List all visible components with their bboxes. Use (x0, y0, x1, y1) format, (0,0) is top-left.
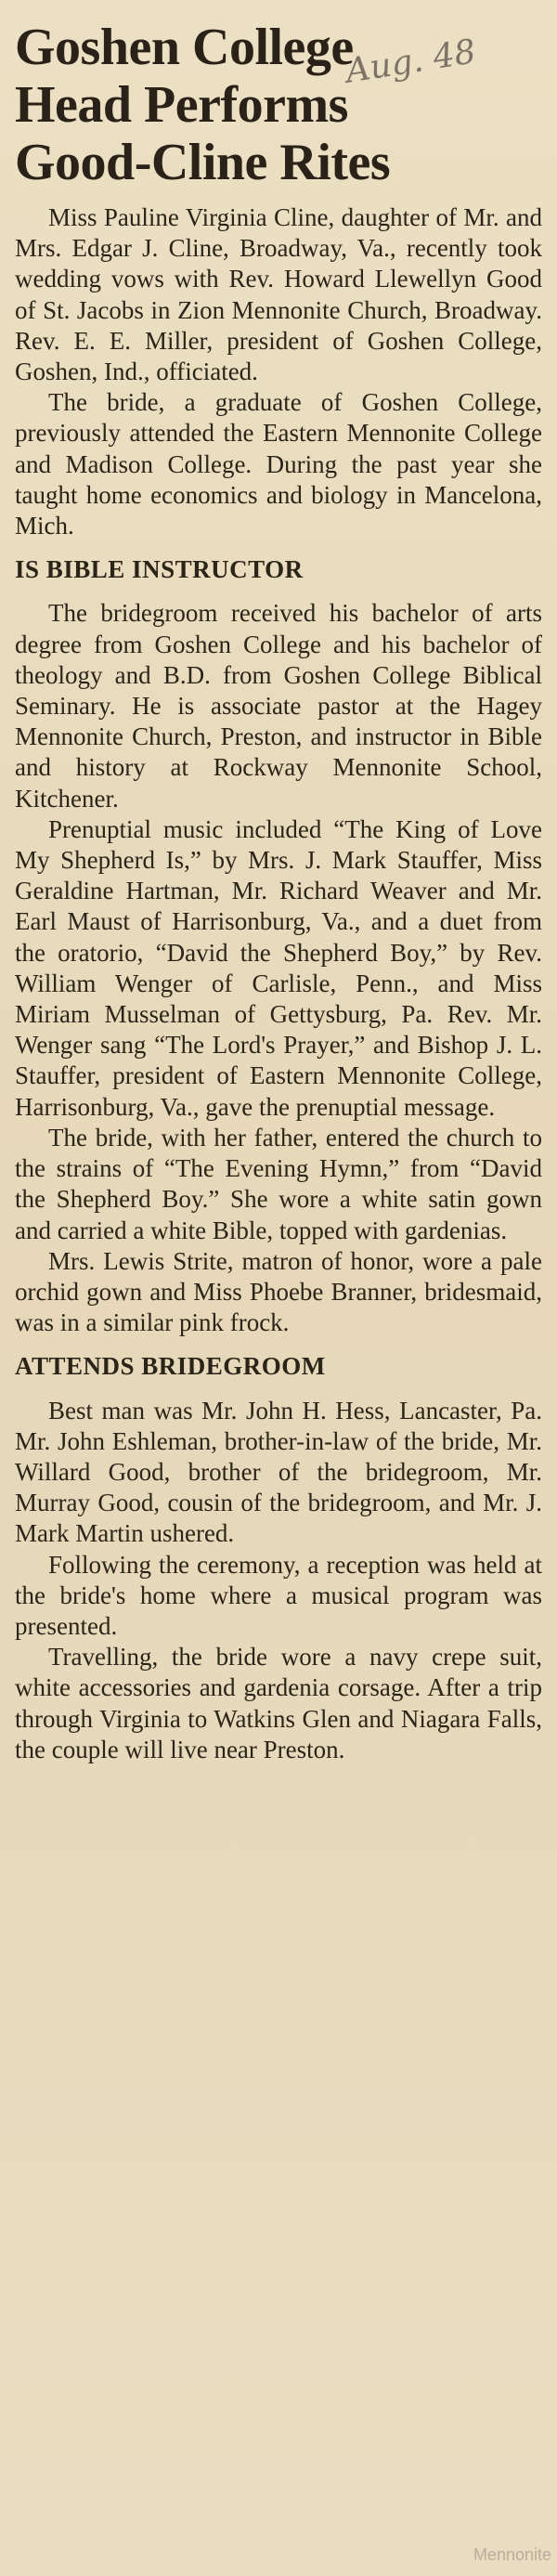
paragraph: Miss Pauline Virginia Cline, daughter of Mr. and Mrs. Edgar J. Cline, Broadway, Va., recently took wedding vows with Rev. Howard Llewellyn Good of St. Jacobs in Zion Mennonite Church, Broadway. Rev. E. E. Miller, president of Goshen College, Goshen, Ind., officiated. (15, 203, 542, 386)
subhead-bible-instructor: IS BIBLE INSTRUCTOR (15, 555, 304, 584)
headline-line-3: Good-Cline Rites (15, 134, 391, 191)
paragraph: Travelling, the bride wore a navy crepe suit, white accessories and gardenia corsage. After a trip through Virginia to Watkins Glen and Niagara Falls, the couple will live near Preston. (15, 1643, 542, 1763)
paragraph: The bride, with her father, entered the church to the strains of “The Evening Hymn,” from “David the Shepherd Boy.” She wore a white satin gown and carried a white Bible, topped with gardenias. (15, 1123, 542, 1244)
archive-watermark: Mennonite (473, 2545, 551, 2564)
paragraph: Best man was Mr. John H. Hess, Lancaster, Pa. Mr. John Eshleman, brother-in-law of the bride, Mr. Willard Good, brother of the bridegroom, Mr. Murray Good, cousin of the bridegroom, and Mr. J. Mark Martin ushered. (15, 1396, 542, 1548)
subhead-attends-bridegroom: ATTENDS BRIDEGROOM (15, 1352, 326, 1381)
paragraph: The bride, a graduate of Goshen College, previously attended the Eastern Mennonite College and Madison College. During the past year she taught home economics and biology in Mancelona, Mich. (15, 388, 542, 540)
headline-line-1: Goshen College (15, 19, 354, 76)
paragraph: The bridegroom received his bachelor of arts degree from Goshen College and his bachelor of theology and B.D. from Goshen College Biblical Seminary. He is associate pastor at the Hagey Mennonite Church, Preston, and instructor in Bible and history at Rockway Mennonite School, Kitchener. (15, 599, 542, 813)
paragraph: Prenuptial music included “The King of Love My Shepherd Is,” by Mrs. J. Mark Stauffer, Miss Geraldine Hartman, Mr. Richard Weaver and Mr. Earl Maust of Harrisonburg, Va., and a duet from the oratorio, “David the Shepherd Boy,” by Rev. William Wenger of Carlisle, Penn., and Miss Miriam Musselman of Gettysburg, Pa. Rev. Mr. Wenger sang “The Lord's Prayer,” and Bishop J. L. Stauffer, president of Eastern Mennonite College, Harrisonburg, Va., gave the prenuptial message. (15, 814, 542, 1121)
paragraph: Mrs. Lewis Strite, matron of honor, wore a pale orchid gown and Miss Phoebe Branner, bridesmaid, was in a similar pink frock. (15, 1246, 542, 1337)
handwritten-date: Aug. 48 (343, 33, 479, 91)
paragraph: Following the ceremony, a reception was held at the bride's home where a musical program was presented. (15, 1550, 542, 1640)
headline-line-2: Head Performs (15, 76, 348, 134)
article-body (15, 202, 542, 1765)
